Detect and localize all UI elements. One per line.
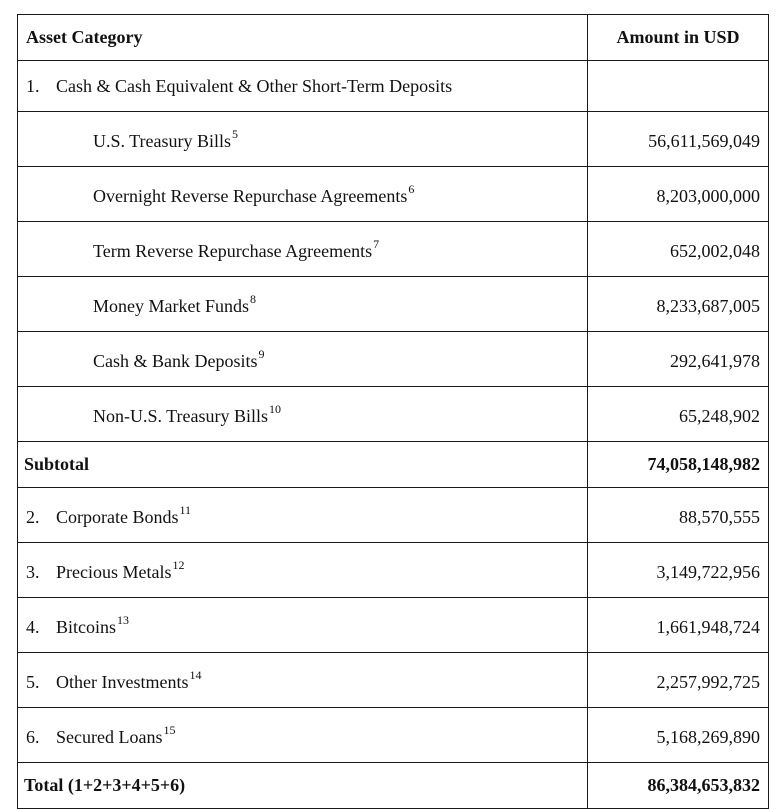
table-row	[18, 387, 769, 442]
asset-table	[17, 14, 769, 809]
row-label: Money Market Funds	[93, 295, 249, 316]
table-row	[18, 167, 769, 222]
table-row	[18, 653, 769, 708]
category-cell	[18, 543, 588, 598]
row-label: Overnight Reverse Repurchase Agreements	[93, 185, 408, 206]
section-1-row	[18, 61, 769, 112]
table-row	[18, 112, 769, 167]
category-cell	[18, 387, 588, 442]
row-number: 6.	[26, 726, 40, 747]
amount-cell: 56,611,569,049	[588, 112, 769, 167]
row-label: Other Investments	[56, 671, 189, 692]
footnote-ref: 12	[172, 557, 185, 572]
table-row	[18, 332, 769, 387]
amount-cell	[588, 61, 769, 112]
row-label: Cash & Cash Equivalent & Other Short-Term Deposits	[56, 75, 453, 96]
amount-cell: 2,257,992,725	[588, 653, 769, 708]
category-cell	[18, 222, 588, 277]
footnote-ref: 14	[189, 667, 202, 682]
category-cell	[18, 332, 588, 387]
table-row	[18, 488, 769, 543]
asset-category-header: Asset Category	[18, 15, 588, 61]
row-label: Cash & Bank Deposits	[93, 350, 258, 371]
category-cell	[18, 112, 588, 167]
category-cell	[18, 653, 588, 708]
subtotal-row	[18, 442, 769, 488]
table-row	[18, 277, 769, 332]
amount-cell: 8,233,687,005	[588, 277, 769, 332]
row-label: Secured Loans	[56, 726, 163, 747]
total-amount: 86,384,653,832	[588, 763, 769, 809]
section-1-cell	[18, 61, 588, 112]
amount-cell: 3,149,722,956	[588, 543, 769, 598]
row-number: 3.	[26, 561, 40, 582]
subtotal-amount: 74,058,148,982	[588, 442, 769, 488]
row-label: Non-U.S. Treasury Bills	[93, 405, 269, 426]
amount-cell: 65,248,902	[588, 387, 769, 442]
header-row	[18, 15, 769, 61]
category-cell	[18, 598, 588, 653]
row-label: Bitcoins	[56, 616, 117, 637]
row-label: Term Reverse Repurchase Agreements	[93, 240, 373, 261]
table-row	[18, 598, 769, 653]
table-row	[18, 708, 769, 763]
total-label: Total (1+2+3+4+5+6)	[18, 763, 588, 809]
amount-cell: 1,661,948,724	[588, 598, 769, 653]
total-row	[18, 763, 769, 809]
amount-cell: 88,570,555	[588, 488, 769, 543]
footnote-ref: 6	[408, 181, 415, 196]
footnote-ref: 11	[179, 502, 192, 517]
asset-table-container	[17, 14, 768, 809]
footnote-ref: 9	[258, 346, 265, 361]
row-number: 4.	[26, 616, 40, 637]
row-number: 2.	[26, 506, 40, 527]
footnote-ref: 5	[232, 126, 239, 141]
category-cell	[18, 167, 588, 222]
category-cell	[18, 488, 588, 543]
footnote-ref: 13	[117, 612, 130, 627]
amount-cell: 5,168,269,890	[588, 708, 769, 763]
footnote-ref: 7	[373, 236, 380, 251]
footnote-ref: 8	[250, 291, 256, 306]
footnote-ref: 15	[163, 722, 176, 737]
table-row	[18, 222, 769, 277]
amount-header: Amount in USD	[588, 15, 769, 61]
table-row	[18, 543, 769, 598]
row-number: 5.	[26, 671, 40, 692]
row-label: Corporate Bonds	[56, 506, 179, 527]
category-cell	[18, 708, 588, 763]
row-label: Precious Metals	[56, 561, 172, 582]
row-label: U.S. Treasury Bills	[93, 130, 232, 151]
amount-cell: 652,002,048	[588, 222, 769, 277]
amount-cell: 8,203,000,000	[588, 167, 769, 222]
subtotal-label: Subtotal	[18, 442, 588, 488]
footnote-ref: 10	[269, 401, 282, 416]
row-number: 1.	[26, 75, 40, 96]
category-cell	[18, 277, 588, 332]
amount-cell: 292,641,978	[588, 332, 769, 387]
